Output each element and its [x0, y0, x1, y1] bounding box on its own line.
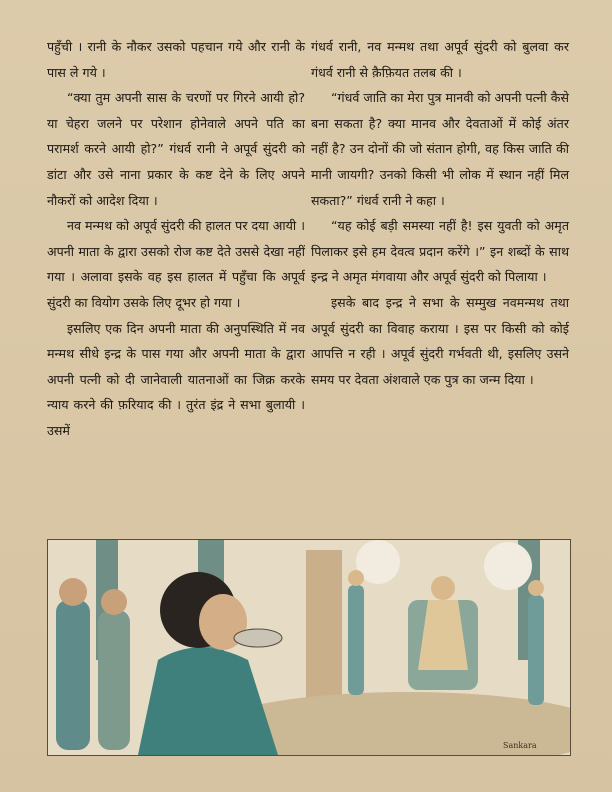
left-paragraph-4: इसलिए एक दिन अपनी माता की अनुपस्थिति में नव मन्मथ सीधे इन्द्र के पास गया और अपनी माता के द्वारा अपनी पत्नी को दी जानेवाली यातनाओं का जिक्र करके न्याय करने की फ़रियाद की । तुरंत इंद्र ने सभा बुलायी । उसमें: [47, 320, 305, 438]
right-paragraph-2: “गंधर्व जाति का मेरा पुत्र मानवी को अपनी पत्नी कैसे बना सकता है? क्या मानव और देवताओं में कोई अंतर नहीं है? उन दोनों की जो संतान होगी, वह किस जाति की मानी जायगी? उनको किसी भी लोक में स्थान नहीं मिल सकता?” गंधर्व रानी ने कहा ।: [311, 90, 569, 208]
left-paragraph-1: पहुँची । रानी के नौकर उसको पहचान गये और रानी के पास ले गये ।: [47, 39, 305, 80]
woman-left-2: [98, 610, 130, 750]
right-text-column: [311, 34, 569, 392]
artist-signature: Sankara: [503, 741, 537, 750]
attendant-right: [528, 595, 544, 705]
left-paragraph-3: नव मन्मथ को अपूर्व सुंदरी की हालत पर दया आयी । अपनी माता के द्वारा उसको रोज कष्ट देते उससे देखा नहीं गया । अलावा इसके वह इस हालत में पहुँचा कि अपूर्व सुंदरी का वियोग उसके लिए दूभर हो गया ।: [47, 218, 305, 310]
indra-head: [431, 576, 455, 600]
illustration-drawing: [48, 540, 570, 755]
attendant-left: [348, 585, 364, 695]
right-paragraph-4: इसके बाद इन्द्र ने सभा के सम्मुख नवमन्मथ तथा अपूर्व सुंदरी का विवाह कराया । इस पर किसी को कोई आपत्ति न रही । अपूर्व सुंदरी गर्भवती थी, इसलिए उसने समय पर देवता अंशवाले एक पुत्र का जन्म दिया ।: [311, 294, 569, 387]
left-paragraph-2: “क्या तुम अपनी सास के चरणों पर गिरने आयी हो? या चेहरा जलने पर परेशान होनेवाले अपने पति का परामर्श करने आयी हो?” गंधर्व रानी ने अपूर्व सुंदरी को डांटा और उसे नाना प्रकार के कष्ट देने के लिए अपने नौकरों को आदेश दिया ।: [47, 90, 305, 208]
left-text-column: [47, 34, 305, 444]
amrit-bowl-icon: [234, 629, 282, 647]
right-paragraph-3: “यह कोई बड़ी समस्या नहीं है! इस युवती को अमृत पिलाकर इसे हम देवत्व प्रदान करेंगे ।” इन शब्दों के साथ इन्द्र ने अमृत मंगवाया और अपूर्व सुंदरी को पिलाया ।: [311, 218, 569, 285]
story-illustration: [47, 539, 571, 756]
carved-pillar: [306, 550, 342, 700]
right-paragraph-1: गंधर्व रानी, नव मन्मथ तथा अपूर्व सुंदरी को बुलवा कर गंधर्व रानी से क़ैफ़ियत तलब की ।: [311, 39, 569, 80]
woman-left-1: [56, 600, 90, 750]
